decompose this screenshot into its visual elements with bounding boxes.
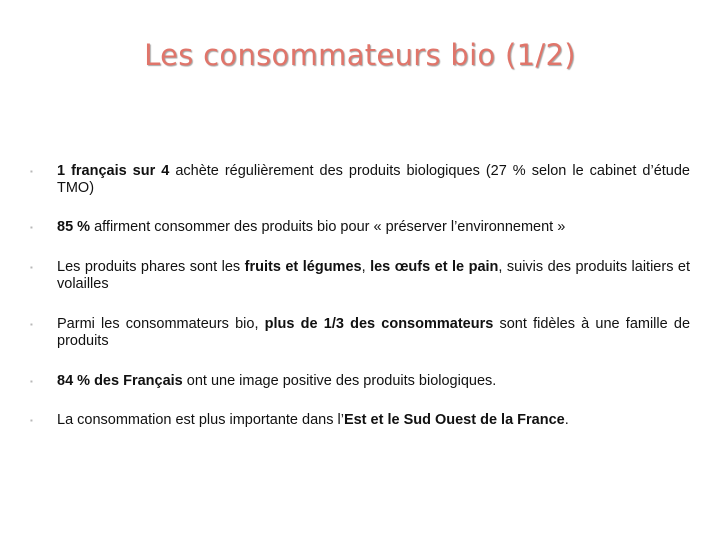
bullet-text-bold: 85 % <box>57 219 91 235</box>
bullet-text <box>57 259 690 293</box>
bullet-text <box>57 219 690 236</box>
bullet-item <box>30 412 690 429</box>
bullet-text <box>57 163 690 197</box>
bullet-text-bold: Est et le Sud Ouest de la France <box>343 412 565 428</box>
bullet-text <box>57 316 690 350</box>
bullet-text-plain: , <box>361 259 371 275</box>
bullet-text-plain: , suivis des produits laitiers et volailles <box>57 259 691 292</box>
bullet-text-plain: sont fidèles à une famille de produits <box>57 316 691 349</box>
bullet-text-plain: . <box>564 412 569 428</box>
bullet-text-plain: affirment consommer des produits bio pour « préserver l’environnement » <box>90 219 566 235</box>
bullet-text-bold: plus de 1/3 des consommateurs <box>264 316 494 332</box>
bullet-text-bold: les œufs et le pain <box>370 259 499 275</box>
bullet-text-plain: Parmi les consommateurs bio, <box>57 316 265 332</box>
bullet-marker-icon: ▪ <box>30 263 33 272</box>
slide-title: Les consommateurs bio (1/2) <box>144 38 576 72</box>
bullet-marker-icon: ▪ <box>30 223 33 232</box>
bullet-item <box>30 219 690 236</box>
bullet-item <box>30 316 690 350</box>
bullet-item <box>30 163 690 197</box>
bullet-item <box>30 259 690 293</box>
bullet-marker-icon: ▪ <box>30 320 33 329</box>
bullet-marker-icon: ▪ <box>30 377 33 386</box>
bullet-marker-icon: ▪ <box>30 416 33 425</box>
bullet-text-bold: fruits et légumes <box>244 259 362 275</box>
bullet-text-bold: 1 français sur 4 <box>57 163 170 179</box>
bullet-marker-icon: ▪ <box>30 167 33 176</box>
bullet-text-plain: La consommation est plus importante dans l’ <box>57 412 344 428</box>
bullet-text <box>57 412 690 429</box>
bullet-text <box>57 373 690 390</box>
bullet-text-plain: ont une image positive des produits biologiques. <box>182 373 497 389</box>
bullet-text-bold: 84 % des Français <box>57 373 183 389</box>
bullet-text-plain: achète régulièrement des produits biologiques (27 % selon le cabinet d’étude TMO) <box>57 163 690 196</box>
bullet-item <box>30 373 690 390</box>
bullet-text-plain: Les produits phares sont les <box>57 259 245 275</box>
